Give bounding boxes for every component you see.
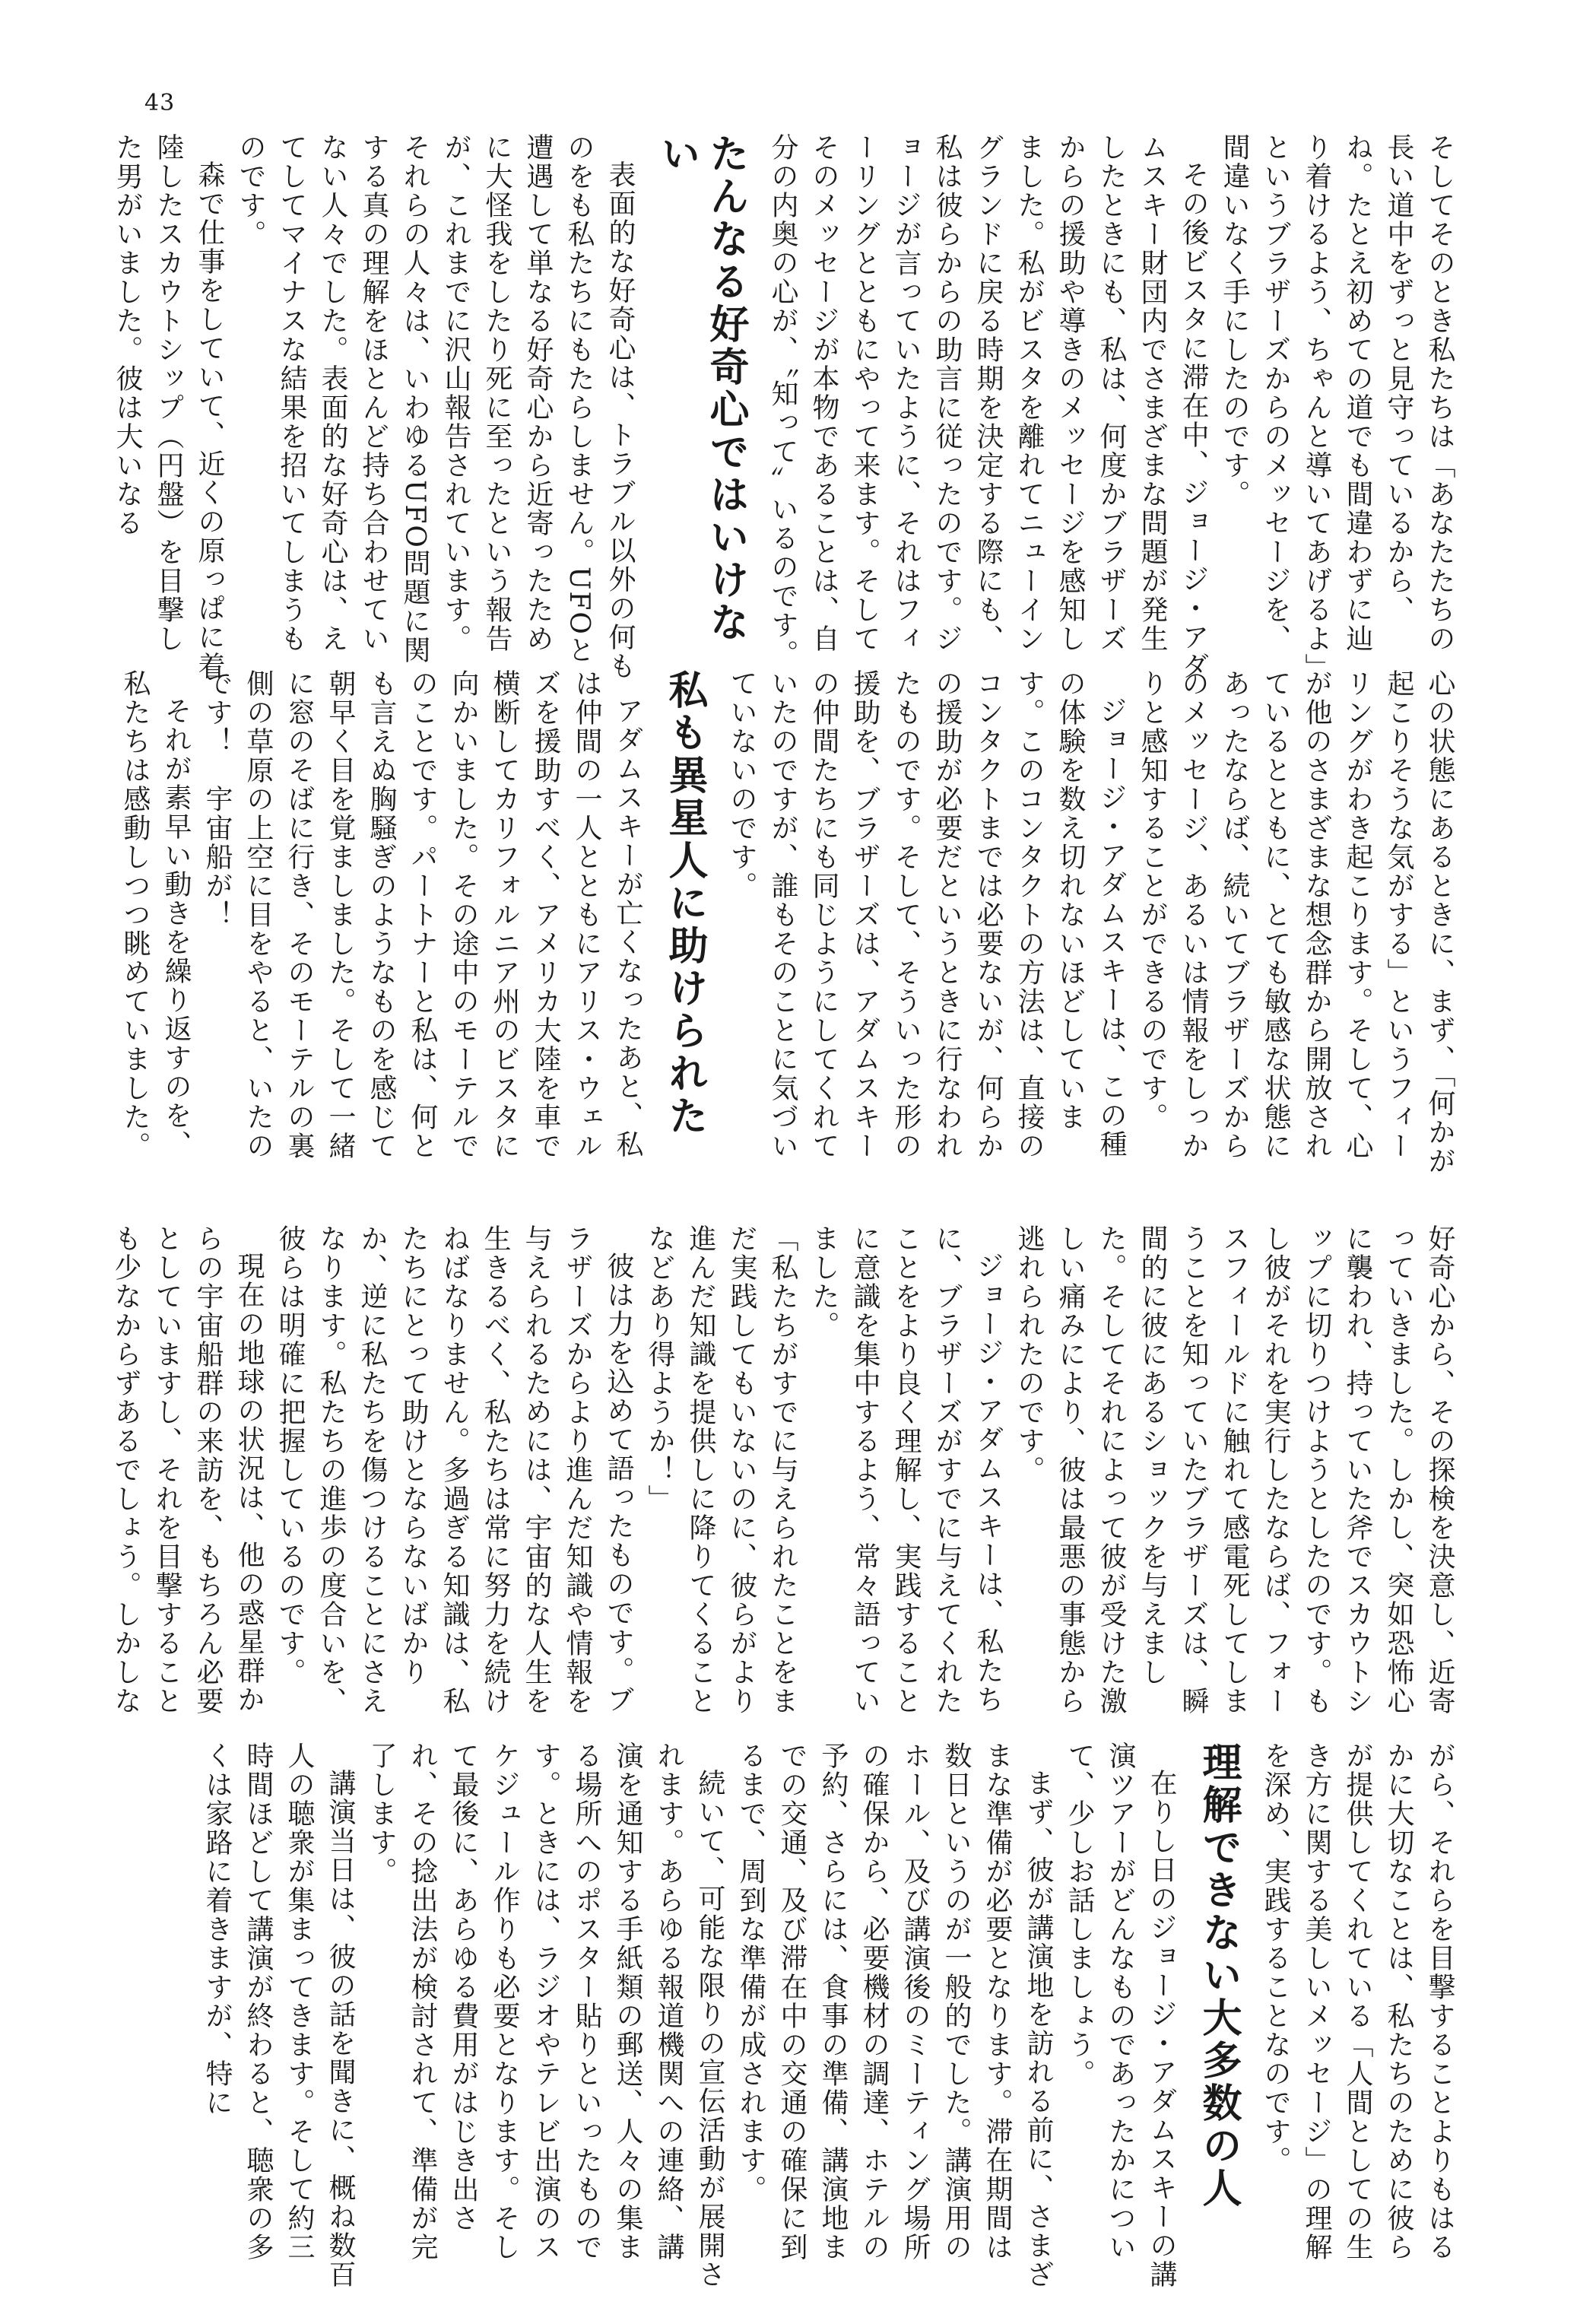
- text-tier-1: [112, 133, 1460, 681]
- section-heading-helped: 私も異星人に助けられた: [662, 669, 707, 1138]
- paragraph: 講演当日は、彼の話を聞きに、概ね数百人の聴衆が集まってきます。そして約三時間ほどして講演が終わると、聴衆の多くは家路に着きますが、特に: [201, 1741, 356, 2289]
- paragraph: ジョージ・アダムスキーは、私たちに、ブラザーズがすでに与えてくれたことをより良く理解し、実践することに意識を集中するよう、常々語っていました。: [808, 1224, 1004, 1716]
- paragraph: 森で仕事をしていて、近くの原っぱに着陸したスカウトシップ（円盤）を目撃した男がいました。彼は大いなる: [112, 133, 225, 681]
- paragraph: がら、それらを目撃することよりもはるかに大切なことは、私たちのために彼らが提供してくれている「人間としての生き方に関する美しいメッセージ」の理解を深め、実践することなのです。: [1260, 1741, 1455, 2262]
- vertical-text-block-4: [144, 1741, 1460, 2289]
- paragraph: その後ビスタに滞在中、ジョージ・アダムスキー財団内でさまざまな問題が発生したときにも、私は、何度かブラザーズからの援助や導きのメッセージを感知しました。私がビスタを離れてニューイングランドに戻る時期を決定する際にも、私は彼らからの助言に従ったのです。ジョージが言っていたように、それはフィーリングとともにやって来ます。そしてそのメッセージが本物であることは、自分の内奥の心が、〝知って〟いるのです。: [767, 133, 1209, 681]
- paragraph: アダムスキーが亡くなったあと、私は仲間の一人とともにアリス・ウェルズを援助すべく、アメリカ大陸を車で横断してカリフォルニア州のビスタに向かいました。その途中のモーテルでのことです。パートナーと私は、何とも言えぬ胸騒ぎのようなものを感じて朝早く目を覚ましました。そして一緒に窓のそばに行き、そのモーテルの裏側の草原の上空に目をやると、いたのです！ 宇宙船が！: [201, 669, 643, 1160]
- section-heading-curiosity: たんなる好奇心ではいけない: [654, 133, 748, 644]
- paragraph: 心の状態にあるときに、まず、「何かが起こりそうな気がする」というフィーリングがわき起こります。そして、心が他のさまざまな想念群から開放されているとともに、とても敏感な状態にあったならば、続いてブラザーズからのメッセージ、あるいは情報をしっかりと感知することができるのです。: [1137, 669, 1455, 1176]
- paragraph: まず、彼が講演地を訪れる前に、さまざまな準備が必要となります。滞在期間は数日というのが一般的でした。講演用のホール、及び講演後のミーティング場所の確保から、必要機材の調達、ホテルの予約、さらには、食事の準備、講演地までの交通、及び滞在中の交通の確保に到るまで、周到な準備が成されます。: [735, 1741, 1054, 2289]
- paragraph: 表面的な好奇心は、トラブル以外の何ものをも私たちにもたらしません。UFOと遭遇して単なる好奇心から近寄ったために大怪我をしたり死に至ったという報告が、これまでに沢山報告されています。それらの人々は、いわゆるUFO問題に関する真の理解をほとんど持ち合わせていない人々でした。表面的な好奇心は、えてしてマイナスな結果を招いてしまうものです。: [235, 133, 636, 681]
- paragraph: 在りし日のジョージ・アダムスキーの講演ツアーがどんなものであったかについて、少しお話しましょう。: [1064, 1741, 1177, 2289]
- vertical-text-block-3: [110, 1224, 1460, 1734]
- paragraph: 好奇心から、その探検を決意し、近寄っていきました。しかし、突如恐怖心に襲われ、持っていた斧でスカウトシップに切りつけようとしたのです。もし彼がそれを実行したならば、フォースフィールドに触れて感電死してしまうことを知っていたブラザーズは、瞬間的に彼にあるショックを与えました。そしてそれによって彼が受けた激しい痛みにより、彼は最悪の事態から逃れられたのです。: [1014, 1224, 1455, 1716]
- vertical-text-block-2: [119, 669, 1460, 1183]
- text-tier-3: [110, 1224, 1460, 1734]
- paragraph: ジョージ・アダムスキーは、この種の体験を数え切れないほどしています。このコンタクトの方法は、直接のコンタクトまでは必要ないが、何らかの援助が必要だというときに行なわれたものです。そして、そういった形の援助を、ブラザーズは、アダムスキーの仲間たちにも同じようにしてくれていたのですが、誰もそのことに気づいていないのです。: [726, 669, 1127, 1160]
- page-number: 43: [144, 90, 176, 116]
- section-heading-majority: 理解できない大多数の人: [1195, 1741, 1241, 2210]
- paragraph: 続いて、可能な限りの宣伝活動が展開されます。あらゆる報道機関への連絡、講演を通知する手紙類の郵送、人々の集まる場所へのポスター貼りといったものです。ときには、ラジオやテレビ出演のスケジュール作りも必要となります。そして最後に、あらゆる費用がはじき出され、その捻出法が検討されて、準備が完了します。: [366, 1741, 725, 2289]
- paragraph: それが素早い動きを繰り返すのを、私たちは感動しつつ眺めていました。: [119, 669, 192, 1160]
- text-tier-2: [119, 669, 1460, 1183]
- paragraph: 彼は力を込めて語ったものです。ブラザーズからより進んだ知識や情報を与えられるためには、宇宙的な人生を生きるべく、私たちは常に努力を続けねばなりません。多過ぎる知識は、私たちにとって助けとならないばかりか、逆に私たちを傷つけることにさえなります。私たちの進歩の度合いを、彼らは明確に把握しているのです。: [274, 1224, 634, 1716]
- paragraph: 現在の地球の状況は、他の惑星群からの宇宙船群の来訪を、もちろん必要としていますし、それを目撃することも少なからずあるでしょう。しかしな: [110, 1224, 265, 1716]
- paragraph: そしてそのとき私たちは「あなたたちの長い道中をずっと見守っているから、ね。たとえ初めての道でも間違わずに辿り着けるよう、ちゃんと導いてあげるよ」というブラザーズからのメッセージを、間違いなく手にしたのです。: [1219, 133, 1455, 668]
- vertical-text-block-1: [112, 133, 1460, 681]
- quote: 「私たちがすでに与えられたことをまだ実践してもいないのに、彼らがより進んだ知識を提供しに降りてくることなどあり得ようか！」: [644, 1224, 798, 1716]
- text-tier-4: [144, 1741, 1460, 2289]
